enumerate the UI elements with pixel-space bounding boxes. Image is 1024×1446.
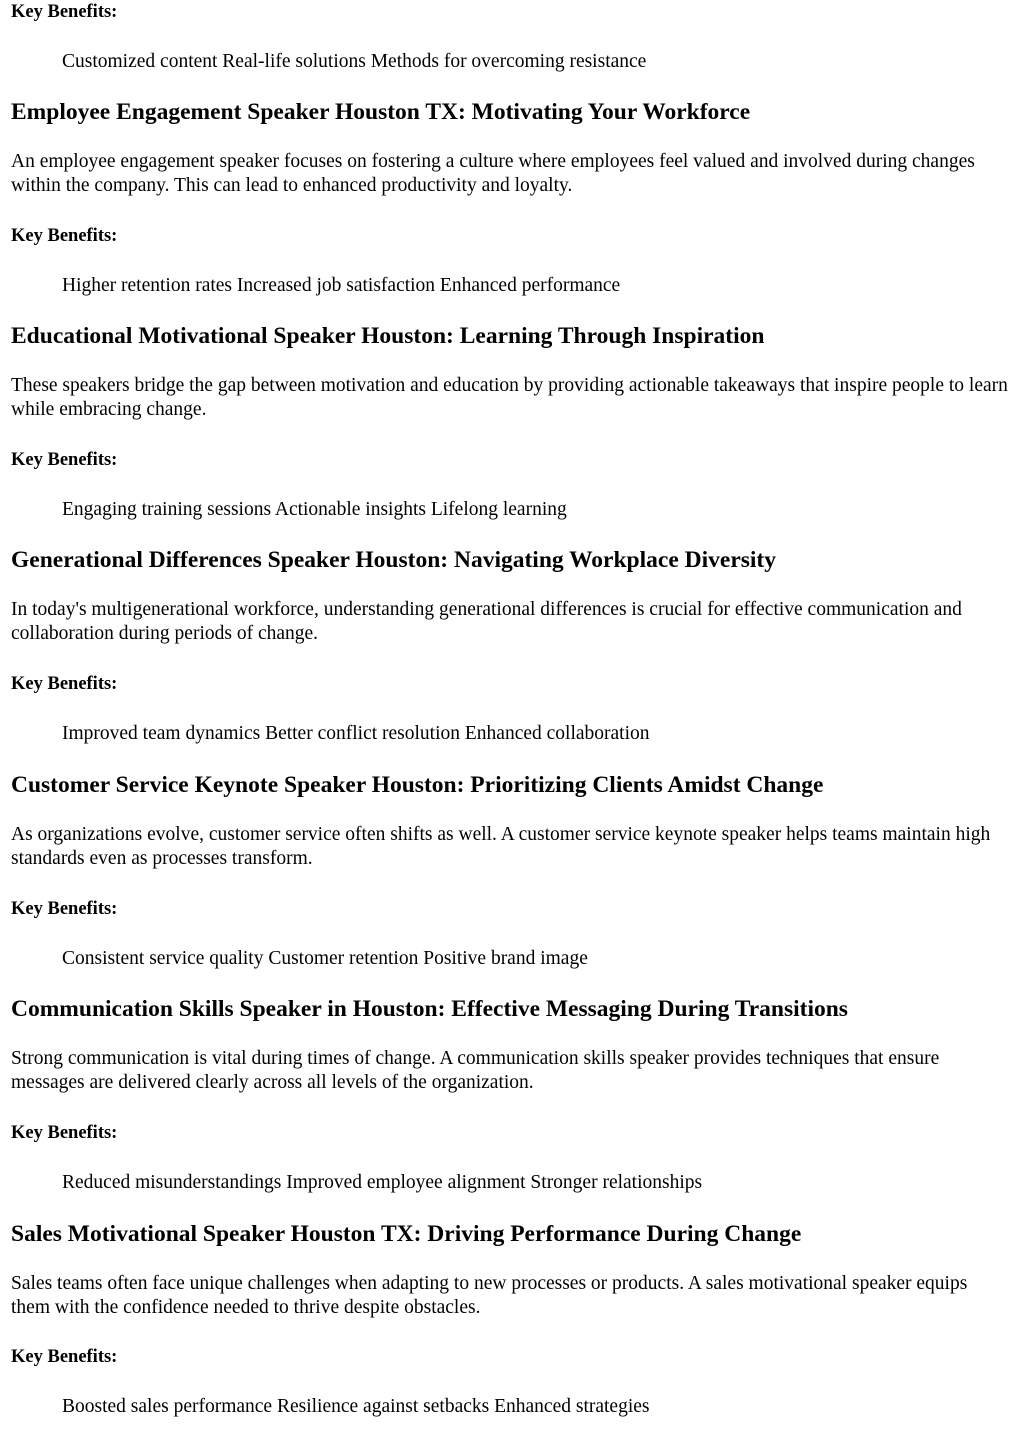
section-paragraph: As organizations evolve, customer service often shifts as well. A customer service keynote speaker helps teams maintain high standards even as processes transform. bbox=[11, 824, 991, 869]
key-benefits-label: Key Benefits: bbox=[11, 226, 118, 246]
key-benefits-label: Key Benefits: bbox=[11, 1347, 118, 1367]
key-benefits-list: Reduced misunderstandings Improved employee alignment Stronger relationships bbox=[62, 1172, 703, 1193]
section-heading: Sales Motivational Speaker Houston TX: Driving Performance During Change bbox=[11, 1221, 802, 1247]
key-benefits-list: Customized content Real-life solutions Methods for overcoming resistance bbox=[62, 51, 647, 72]
section-paragraph: These speakers bridge the gap between motivation and education by providing actionable takeaways that inspire people to learn while embracing change. bbox=[11, 375, 1008, 420]
key-benefits-list: Boosted sales performance Resilience against setbacks Enhanced strategies bbox=[62, 1396, 650, 1417]
key-benefits-list: Improved team dynamics Better conflict resolution Enhanced collaboration bbox=[62, 723, 650, 744]
section-paragraph: In today's multigenerational workforce, understanding generational differences is crucial for effective communication and collaboration during periods of change. bbox=[11, 599, 962, 644]
key-benefits-list: Consistent service quality Customer retention Positive brand image bbox=[62, 948, 588, 969]
section-heading: Generational Differences Speaker Houston: Navigating Workplace Diversity bbox=[11, 547, 777, 573]
section-paragraph: Sales teams often face unique challenges when adapting to new processes or products. A sales motivational speaker equips them with the confidence needed to thrive despite obstacles. bbox=[11, 1273, 968, 1318]
key-benefits-label: Key Benefits: bbox=[11, 674, 118, 694]
section-heading: Employee Engagement Speaker Houston TX: Motivating Your Workforce bbox=[11, 99, 751, 125]
section-heading: Communication Skills Speaker in Houston: Effective Messaging During Transitions bbox=[11, 996, 848, 1022]
key-benefits-label: Key Benefits: bbox=[11, 899, 118, 919]
section-heading: Customer Service Keynote Speaker Houston: Prioritizing Clients Amidst Change bbox=[11, 772, 824, 798]
key-benefits-label: Key Benefits: bbox=[11, 1123, 118, 1143]
key-benefits-list: Higher retention rates Increased job satisfaction Enhanced performance bbox=[62, 275, 621, 296]
key-benefits-label: Key Benefits: bbox=[11, 2, 118, 22]
key-benefits-list: Engaging training sessions Actionable insights Lifelong learning bbox=[62, 499, 567, 520]
section-paragraph: An employee engagement speaker focuses on fostering a culture where employees feel valued and involved during changes within the company. This can lead to enhanced productivity and loyalty. bbox=[11, 151, 975, 196]
section-paragraph: Strong communication is vital during times of change. A communication skills speaker provides techniques that ensure messages are delivered clearly across all levels of the organization. bbox=[11, 1048, 940, 1093]
section-heading: Educational Motivational Speaker Houston: Learning Through Inspiration bbox=[11, 323, 765, 349]
key-benefits-label: Key Benefits: bbox=[11, 450, 118, 470]
